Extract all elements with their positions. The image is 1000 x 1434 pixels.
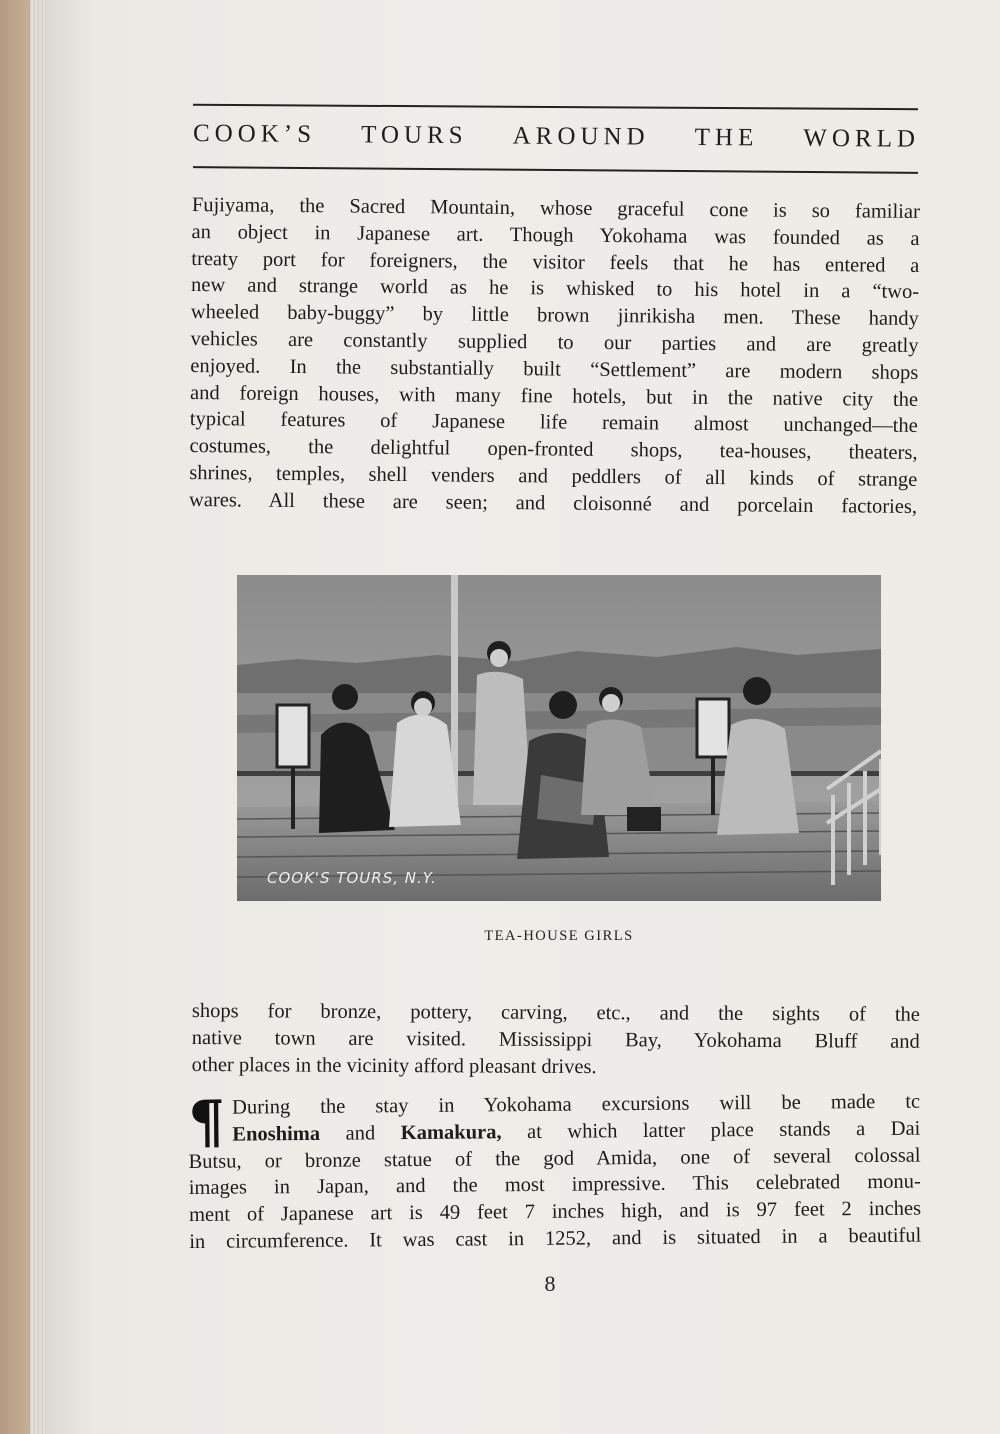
page-number: 8: [544, 1271, 556, 1296]
text-line: wheeled baby-buggy” by little brown jinrikisha men. These handy: [190, 301, 919, 331]
page-edges: [30, 0, 46, 1434]
text-line: enjoyed. In the substantially built “Settlement” are modern shops: [190, 354, 919, 384]
text-line: During the stay in Yokohama excursions will be made tc: [232, 1090, 921, 1119]
text-line: vehicles are constantly supplied to our parties and are greatly: [190, 327, 919, 357]
figure-caption: TEA-HOUSE GIRLS: [484, 928, 634, 944]
text-line: in circumference. It was cast in 1252, and is situated in a beautiful: [189, 1224, 922, 1253]
text-line: new and strange world as he is whisked to his hotel in a “two-: [190, 274, 920, 304]
text-line: costumes, the delightful open-fronted shops, tea-houses, theaters,: [189, 435, 918, 465]
pilcrow-mark: ¶: [187, 1087, 226, 1156]
text-line: and foreign houses, with many fine hotels, but in the native city the: [189, 381, 919, 411]
text-line: images in Japan, and the most impressive. This celebrated monu-: [188, 1170, 921, 1200]
text-line: treaty port for foreigners, the visitor feels that he has entered a: [191, 247, 920, 277]
text-line: wares. All these are seen; and cloisonné and porcelain factories,: [188, 488, 918, 518]
running-head-word: COOK’S: [192, 120, 317, 148]
paragraph-shops: [192, 998, 920, 1082]
text-line: other places in the vicinity afford pleasant drives.: [191, 1053, 597, 1078]
text-line: Fujiyama, the Sacred Mountain, whose graceful cone is so familiar: [191, 193, 920, 223]
text-fragment: at which latter place stands a Dai: [501, 1117, 921, 1144]
text-line: an object in Japanese art. Though Yokohama was founded as a: [191, 220, 920, 250]
place-name: Enoshima: [232, 1122, 321, 1146]
text-line: Butsu, or bronze statue of the god Amida, one of several colossal: [188, 1144, 921, 1173]
place-name: Kamakura,: [400, 1121, 502, 1144]
text-line: shops for bronze, pottery, carving, etc., and the sights of the: [191, 1000, 920, 1026]
paragraph-fujiyama: [189, 192, 920, 521]
text-line: ment of Japanese art is 49 feet 7 inches high, and is 97 feet 2 inches: [188, 1197, 922, 1227]
running-head-word: TOURS: [361, 121, 468, 150]
running-head-word: AROUND: [512, 122, 650, 151]
photo-illustration: [237, 575, 881, 901]
running-head: [193, 120, 920, 154]
text-line: typical features of Japanese life remain almost unchanged—the: [189, 408, 918, 438]
tea-house-photograph: [237, 575, 881, 901]
paragraph-excursions: [188, 1089, 921, 1256]
running-head-word: THE: [694, 123, 759, 152]
running-head-word: WORLD: [803, 124, 921, 153]
text-fragment: and: [319, 1121, 401, 1145]
text-line: shrines, temples, shell venders and peddlers of all kinds of strange: [189, 461, 918, 491]
photo-stamp: COOK'S TOURS, N.Y.: [267, 869, 437, 887]
text-line: native town are visited. Mississippi Bay, Yokohama Bluff and: [191, 1026, 920, 1053]
